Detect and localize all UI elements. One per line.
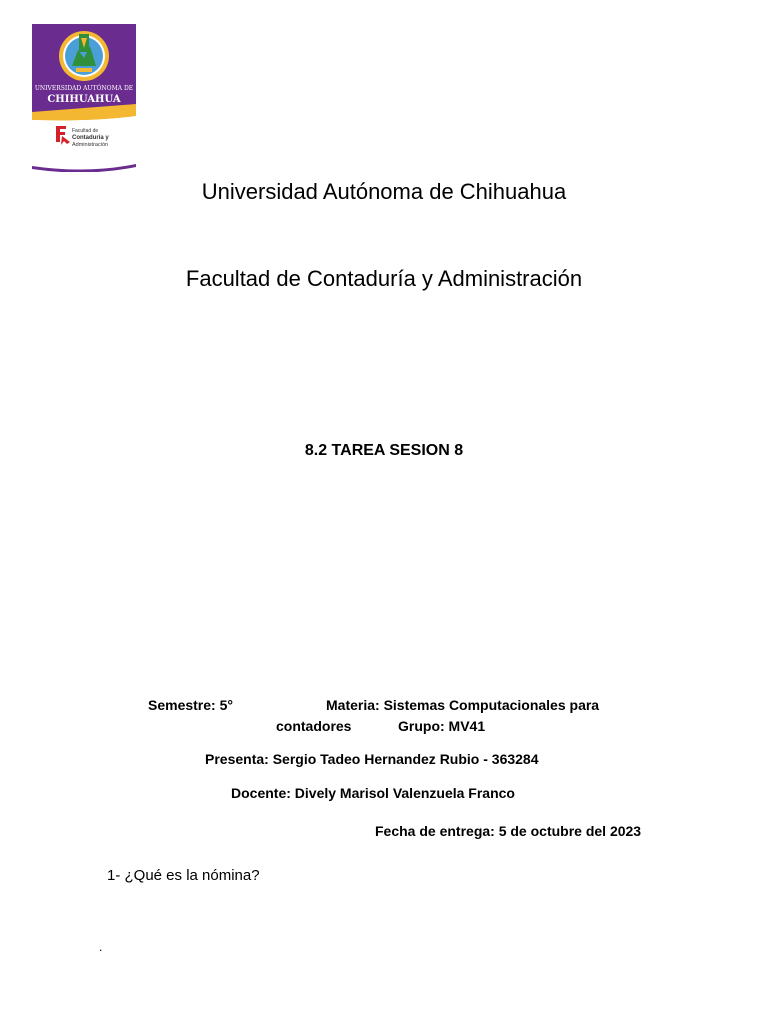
assignment-title: 8.2 TAREA SESION 8 bbox=[304, 442, 464, 459]
teacher-label: Docente: Dively Marisol Valenzuela Franco bbox=[231, 785, 515, 801]
logo-faculty-line3: Administración bbox=[72, 142, 109, 148]
logo-faculty-line2: Contaduría y bbox=[72, 135, 109, 141]
logo-university-line1: UNIVERSIDAD AUTÓNOMA DE bbox=[34, 85, 134, 92]
question-1: 1- ¿Qué es la nómina? bbox=[107, 867, 260, 884]
faculty-name: Facultad de Contaduría y Administración bbox=[185, 266, 583, 291]
subject-label: Materia: Sistemas Computacionales para bbox=[326, 697, 600, 713]
semester-label: Semestre: 5° bbox=[148, 697, 233, 713]
due-date-label: Fecha de entrega: 5 de octubre del 2023 bbox=[375, 823, 642, 839]
presenter-label: Presenta: Sergio Tadeo Hernandez Rubio - 363284 bbox=[205, 751, 539, 767]
subject-label-continuation: contadores bbox=[276, 718, 352, 734]
university-name: Universidad Autónoma de Chihuahua bbox=[201, 179, 567, 204]
logo-faculty-line1: Facultad de bbox=[72, 128, 99, 134]
trailing-period: . bbox=[99, 940, 103, 954]
university-logo bbox=[32, 24, 136, 172]
group-label: Grupo: MV41 bbox=[398, 718, 486, 734]
logo-university-line2: CHIHUAHUA bbox=[47, 94, 121, 105]
